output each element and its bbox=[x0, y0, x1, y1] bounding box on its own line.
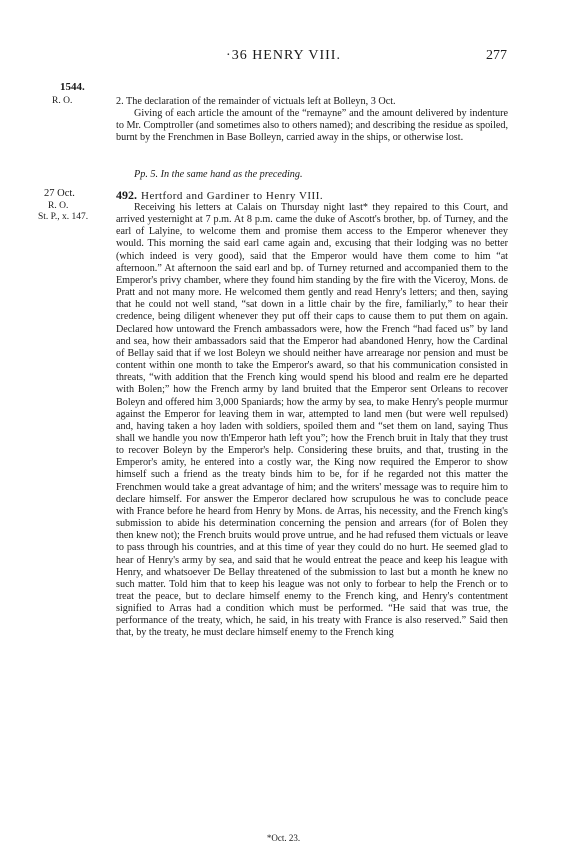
running-header bbox=[60, 48, 507, 66]
entry-number: 492. bbox=[116, 188, 137, 202]
margin-year: 1544. bbox=[60, 81, 85, 93]
item-2-heading: 2. The declaration of the remainder of victuals left at Bolleyn, 3 Oct. bbox=[116, 96, 396, 107]
entry-title: Hertford and Gardiner to Henry VIII. bbox=[141, 190, 324, 202]
running-title: ·36 HENRY VIII. bbox=[226, 48, 341, 63]
margin-source-2: R. O. bbox=[48, 201, 69, 211]
watermark bbox=[0, 560, 70, 760]
page-number: 277 bbox=[486, 48, 507, 63]
margin-source-1: R. O. bbox=[52, 96, 73, 106]
pages-count: Pp. 5. bbox=[134, 169, 159, 180]
entry-body: Receiving his letters at Calais on Thursday night last* they repaired to this Court, and arrived yesternight at 7 p.m. At 8 p.m. came the duke of Ascott's brother, bp. of Turney, and the earl of Lalyine, to welcome them and promise them access to the Emperor whenever they would. This morning the said earl came again and, excusing that their lodging was no better (which indeed is very good), said that the Emperor would have them come to him “at afternoon.” At afternoon the said earl and bp. of Turney returned and accompanied them to the Emperor's privy chamber, where they found him standing by the fire with the Viceroy, Mons. de Pratt and not many more. He welcomed them gently and read Henry's letters; and then, saying that he could not well stand, “sat down in a little chair by the fire, familiarly,” to hear their credence, being diligent whenever they put off their caps to cause them to put them on again. Declared how untoward the French ambassadors were, how the French “had faced us” by land and sea, how their ambassadors said that the Emperor had abandoned Henry, how the Cardinal of Bellay said that if we lost Boleyn we should neither have arrearage nor pension and must be content within one month to take the Emperor's award, so that his communication consisted in threats, “with addition that the French king would spend his blood and realm ere he departed with Bolen;” how the French army by land bruited that the Emperor sent Orleans to recover Boleyn and offered him 3,000 Spaniards; how the army by sea, to make Henry's people murmur against the Emperor for leaving them in war, attempted to land men (but were well repulsed) and, having taken a hoy laden with soldiers, spoiled them and “set them on land, saying Thus shall we handle you now th'Emperor hath left you”; how the French bruit in Italy that they trust to recover Boleyn by the Emperor's help. Considering these bruits, and that, trusting in the Emperor's amity, he entered into a costly war, the King now required the Emperor to show himself such a friend as the treaty binds him to be, for if he regarded not this matter the Frenchmen would take a great advantage of him; and the writers' message was to require him to declare himself. For answer the Emperor declared how scrupulous he was to conclude peace with France before he heard from Henry by Mons. de Arras, his necessity, and the French king's submission to abide his determination concerning the pension and arrears (for of Bolen they then knew not); the French bruits would prove untrue, and he had refused them victuals or leave to pass through his countries, and at this time of year they could do no hurt. He seemed glad to hear of Henry's army by sea, and said that he would entreat the peace and keep his league with Henry, and whatsoever De Bellay threatened of the submission to last but a month he knew no such matter. Told him that to keep his league was not only to forbear to help the French or to treat the peace, but to declare himself enemy to the French king, and Henry's contentment signified to Arras had a condition which must be performed. “He said that was true, the performance of the treaty, which, he said, in his treaty with France is also reserved.” Said then that, by the treaty, he must declare himself enemy to the French king bbox=[116, 202, 508, 639]
footnote: *Oct. 23. bbox=[266, 833, 301, 843]
hand-note: In the same hand as the preceding. bbox=[160, 169, 303, 180]
item-2-note bbox=[116, 169, 508, 181]
margin-date: 27 Oct. bbox=[44, 188, 75, 199]
item-2-body: Giving of each article the amount of the “remayne” and the amount delivered by indenture to Mr. Comptroller (and sometimes also to others named); and describing the residue as spoiled, burnt by the Frenchmen in Base Bolleyn, carried away in the ships, or otherwise lost. bbox=[116, 108, 508, 144]
margin-source-3: St. P., x. 147. bbox=[38, 212, 89, 222]
